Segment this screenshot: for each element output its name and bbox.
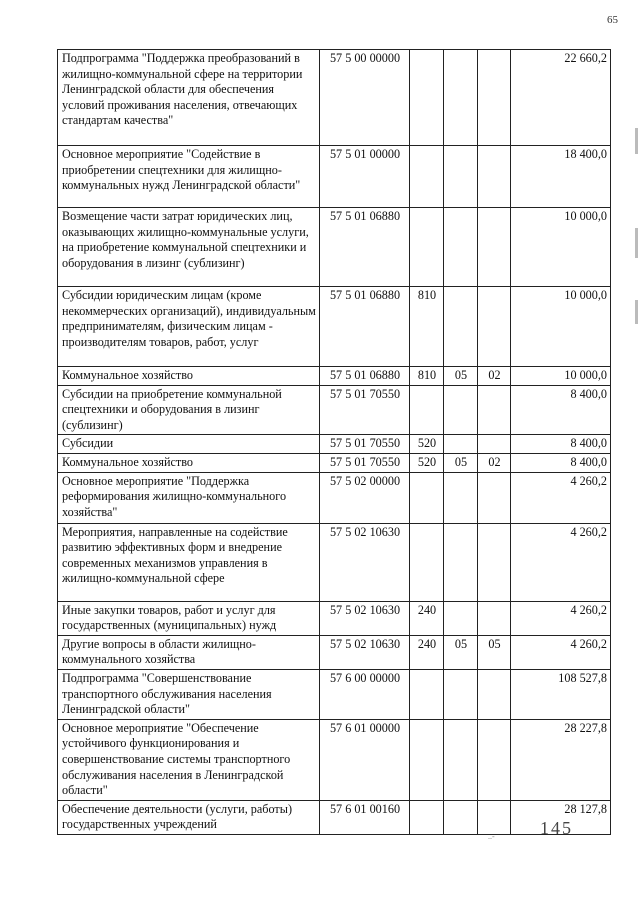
- row-target-code: 57 5 01 70550: [320, 453, 410, 472]
- row-target-code: 57 5 01 06880: [320, 367, 410, 386]
- table-row: [58, 601, 611, 635]
- row-amount: 22 660,2: [511, 50, 611, 146]
- table-row: [58, 146, 611, 208]
- row-name: Субсидии: [58, 435, 320, 454]
- row-amount: 8 400,0: [511, 435, 611, 454]
- row-expense-type: [410, 800, 444, 834]
- scan-edge-mark: [635, 300, 638, 324]
- row-subsection: [478, 146, 511, 208]
- row-name: Обеспечение деятельности (услуги, работы) государственных учреждений: [58, 800, 320, 834]
- row-target-code: 57 6 01 00160: [320, 800, 410, 834]
- row-target-code: 57 5 02 10630: [320, 601, 410, 635]
- row-expense-type: [410, 50, 444, 146]
- table-row: [58, 287, 611, 367]
- row-expense-type: [410, 146, 444, 208]
- row-target-code: 57 5 01 06880: [320, 208, 410, 287]
- row-target-code: 57 5 00 00000: [320, 50, 410, 146]
- row-name: Коммунальное хозяйство: [58, 367, 320, 386]
- row-amount: 4 260,2: [511, 635, 611, 669]
- row-name: Мероприятия, направленные на содействие развитию эффективных форм и внедрение современных механизмов управления в жилищно-коммунальной сфере: [58, 523, 320, 601]
- row-section: [444, 719, 478, 800]
- row-name: Возмещение части затрат юридических лиц, оказывающих жилищно-коммунальные услуги, на приобретение коммунальной спецтехники и оборудования в лизинг (сублизинг): [58, 208, 320, 287]
- row-expense-type: 240: [410, 601, 444, 635]
- row-target-code: 57 6 00 00000: [320, 669, 410, 719]
- row-section: [444, 208, 478, 287]
- row-subsection: [478, 50, 511, 146]
- row-section: [444, 523, 478, 601]
- row-subsection: [478, 669, 511, 719]
- row-target-code: 57 5 01 70550: [320, 435, 410, 454]
- row-target-code: 57 6 01 00000: [320, 719, 410, 800]
- row-amount: 4 260,2: [511, 601, 611, 635]
- table-row: [58, 453, 611, 472]
- row-subsection: [478, 800, 511, 834]
- row-expense-type: 810: [410, 367, 444, 386]
- row-subsection: [478, 472, 511, 523]
- scan-smudge: ..-: [488, 832, 495, 841]
- row-section: [444, 385, 478, 435]
- row-subsection: 05: [478, 635, 511, 669]
- page-number: 65: [607, 14, 618, 26]
- row-amount: 4 260,2: [511, 472, 611, 523]
- table-row: [58, 385, 611, 435]
- row-amount: 18 400,0: [511, 146, 611, 208]
- row-name: Основное мероприятие "Поддержка реформирования жилищно-коммунального хозяйства": [58, 472, 320, 523]
- row-name: Другие вопросы в области жилищно-коммунального хозяйства: [58, 635, 320, 669]
- table-row: [58, 669, 611, 719]
- row-subsection: 02: [478, 453, 511, 472]
- row-expense-type: [410, 669, 444, 719]
- row-amount: 10 000,0: [511, 208, 611, 287]
- table-row: [58, 523, 611, 601]
- row-name: Иные закупки товаров, работ и услуг для государственных (муниципальных) нужд: [58, 601, 320, 635]
- row-target-code: 57 5 02 00000: [320, 472, 410, 523]
- table-row: [58, 800, 611, 834]
- row-name: Коммунальное хозяйство: [58, 453, 320, 472]
- row-name: Основное мероприятие "Содействие в приобретении спецтехники для жилищно-коммунальных нужд Ленинградской области": [58, 146, 320, 208]
- row-amount: 108 527,8: [511, 669, 611, 719]
- row-section: [444, 435, 478, 454]
- row-name: Подпрограмма "Совершенствование транспортного обслуживания населения Ленинградской области": [58, 669, 320, 719]
- row-section: [444, 669, 478, 719]
- budget-table: [57, 49, 611, 835]
- row-section: [444, 472, 478, 523]
- row-amount: 28 227,8: [511, 719, 611, 800]
- row-section: [444, 601, 478, 635]
- row-amount: 10 000,0: [511, 287, 611, 367]
- row-expense-type: 240: [410, 635, 444, 669]
- row-subsection: [478, 385, 511, 435]
- row-section: [444, 800, 478, 834]
- row-section: 05: [444, 453, 478, 472]
- row-expense-type: 520: [410, 435, 444, 454]
- row-name: Основное мероприятие "Обеспечение устойчивого функционирования и совершенствование системы транспортного обслуживания населения в Ленинградской области": [58, 719, 320, 800]
- table-row: [58, 635, 611, 669]
- row-subsection: 02: [478, 367, 511, 386]
- row-section: 05: [444, 367, 478, 386]
- row-target-code: 57 5 01 06880: [320, 287, 410, 367]
- row-expense-type: [410, 472, 444, 523]
- row-amount: 10 000,0: [511, 367, 611, 386]
- row-subsection: [478, 287, 511, 367]
- table-row: [58, 50, 611, 146]
- row-amount: 28 127,8: [511, 800, 611, 834]
- row-expense-type: [410, 385, 444, 435]
- scan-edge-mark: [635, 228, 638, 258]
- row-expense-type: 520: [410, 453, 444, 472]
- row-subsection: [478, 435, 511, 454]
- row-section: [444, 287, 478, 367]
- table-row: [58, 208, 611, 287]
- table-row: [58, 367, 611, 386]
- row-amount: 8 400,0: [511, 453, 611, 472]
- table-row: [58, 435, 611, 454]
- row-expense-type: 810: [410, 287, 444, 367]
- row-subsection: [478, 601, 511, 635]
- row-name: Подпрограмма "Поддержка преобразований в жилищно-коммунальной сфере на территории Ленинградской области для обеспечения условий проживания населения, отвечающих стандартам качества": [58, 50, 320, 146]
- row-amount: 8 400,0: [511, 385, 611, 435]
- row-name: Субсидии на приобретение коммунальной спецтехники и оборудования в лизинг (сублизинг): [58, 385, 320, 435]
- row-section: [444, 50, 478, 146]
- row-subsection: [478, 208, 511, 287]
- row-subsection: [478, 719, 511, 800]
- row-section: 05: [444, 635, 478, 669]
- row-amount: 4 260,2: [511, 523, 611, 601]
- table-row: [58, 719, 611, 800]
- scan-edge-mark: [635, 128, 638, 154]
- sheet-stamp-number: 145: [540, 818, 573, 838]
- row-section: [444, 146, 478, 208]
- row-target-code: 57 5 02 10630: [320, 635, 410, 669]
- table-row: [58, 472, 611, 523]
- row-target-code: 57 5 02 10630: [320, 523, 410, 601]
- row-target-code: 57 5 01 00000: [320, 146, 410, 208]
- row-target-code: 57 5 01 70550: [320, 385, 410, 435]
- row-subsection: [478, 523, 511, 601]
- row-expense-type: [410, 208, 444, 287]
- row-name: Субсидии юридическим лицам (кроме некоммерческих организаций), индивидуальным предпринимателям, физическим лицам - производителям товаров, работ, услуг: [58, 287, 320, 367]
- row-expense-type: [410, 719, 444, 800]
- row-expense-type: [410, 523, 444, 601]
